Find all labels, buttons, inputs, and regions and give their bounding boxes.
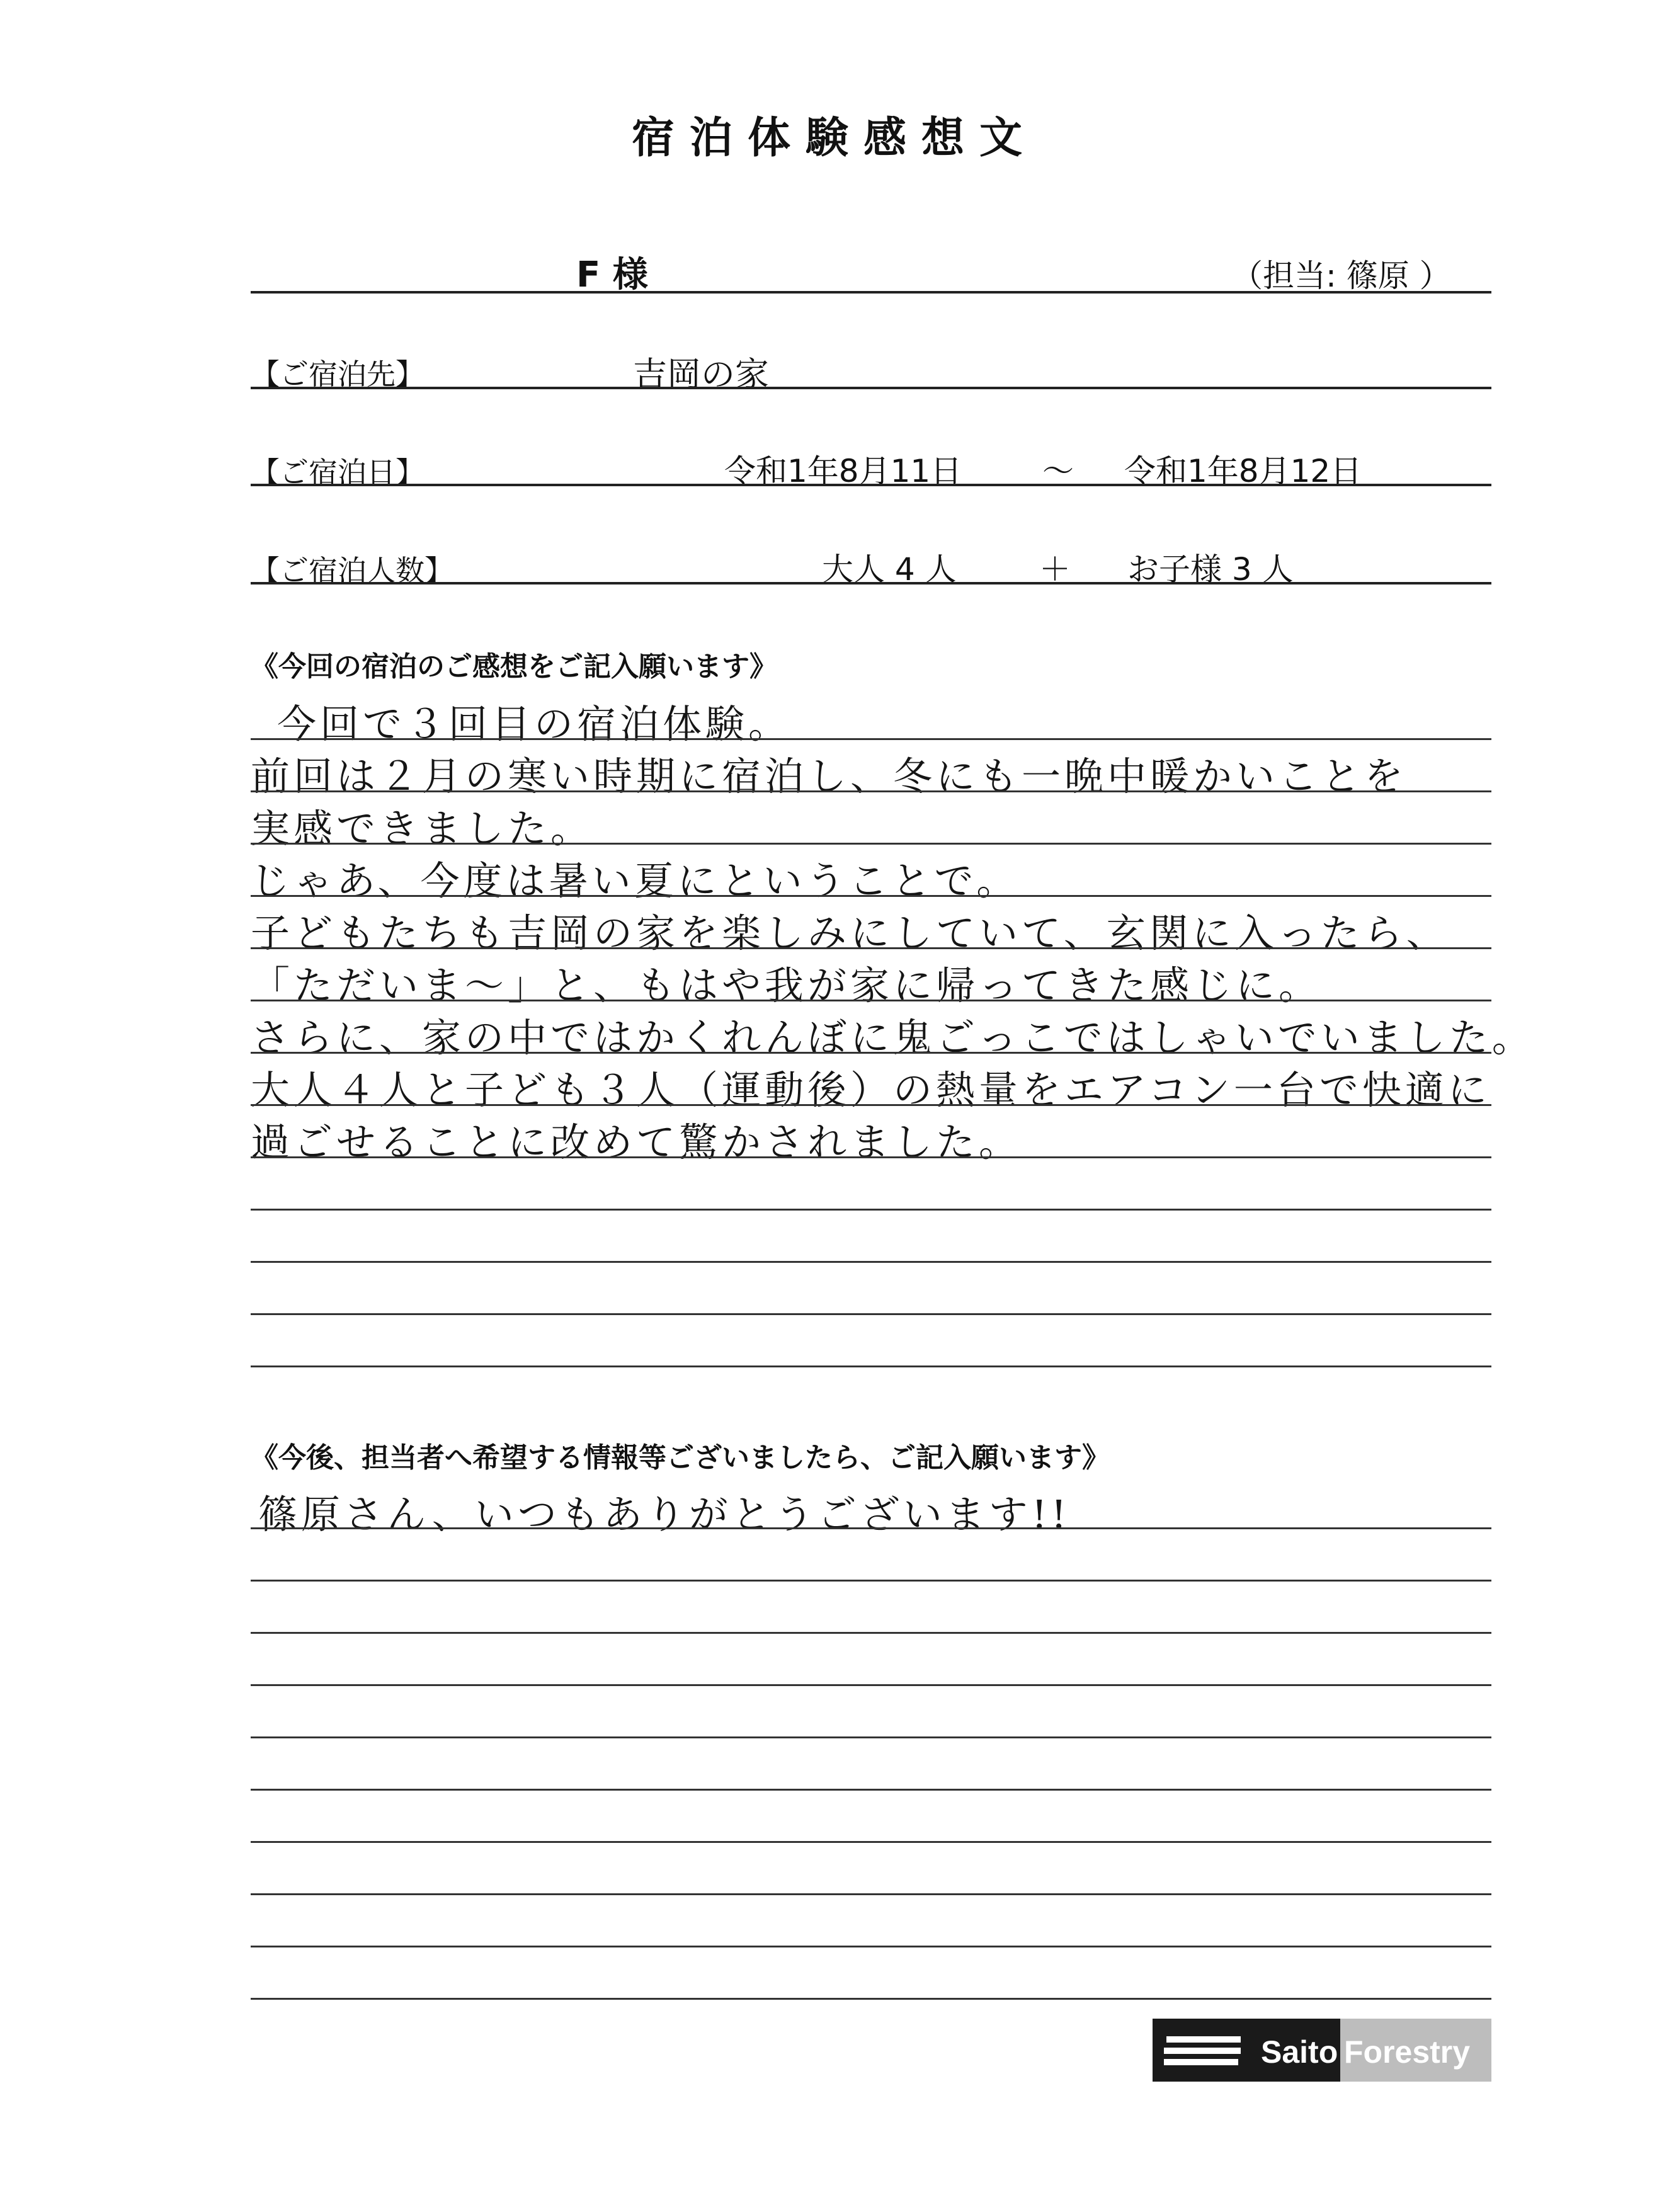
stay-place-value: 吉岡の家 [633, 355, 769, 394]
guests-label: 【ご宿泊人数】 [251, 554, 453, 588]
logo-text-dark: Saito [1261, 2034, 1338, 2070]
impression-line: 前回は２月の寒い時期に宿泊し、冬にも一晩中暖かいことを [251, 753, 1408, 799]
stay-date-from: 令和1年8月11日 [724, 453, 962, 489]
impression-line: 実感できました。 [251, 806, 594, 852]
ruled-line [251, 1527, 1491, 1529]
ruled-line [251, 895, 1491, 897]
saito-forestry-logo [1153, 2019, 1491, 2082]
impression-prompt: 《今回の宿泊のご感想をご記入願います》 [251, 651, 777, 683]
ruled-line [251, 1789, 1491, 1791]
impression-line: 子どもたちも吉岡の家を楽しみにしていて、玄関に入ったら、 [251, 910, 1449, 956]
stay-date-underline [251, 484, 1491, 486]
ruled-line [251, 1736, 1491, 1738]
ruled-line [251, 738, 1491, 740]
ruled-line [251, 1893, 1491, 1895]
logo-graphic [1153, 2019, 1491, 2082]
logo-text-light: Forestry [1344, 2034, 1471, 2070]
customer-name: F 様 [576, 254, 648, 295]
stay-place-underline [251, 387, 1491, 389]
ruled-line [251, 1104, 1491, 1106]
stay-place-label: 【ご宿泊先】 [251, 357, 424, 391]
stay-date-to: 令和1年8月12日 [1124, 453, 1362, 489]
stay-date-separator: ～ [1042, 453, 1074, 489]
document-title: 宿泊体験感想文 [631, 113, 1037, 163]
impression-line: 「ただいま～」と、もはや我が家に帰ってきた感じに。 [251, 962, 1322, 1008]
customer-underline [251, 291, 1491, 294]
impression-line: じゃあ、今度は暑い夏にということで。 [251, 858, 1020, 904]
ruled-line [251, 1156, 1491, 1158]
ruled-line [251, 1209, 1491, 1211]
guests-plus: ＋ [1039, 551, 1071, 588]
guests-underline [251, 582, 1491, 584]
ruled-line [251, 1684, 1491, 1686]
ruled-line [251, 843, 1491, 845]
guests-children: お子様 3 人 [1127, 551, 1294, 588]
request-prompt: 《今後、担当者へ希望する情報等ございましたら、ご記入願います》 [251, 1442, 1110, 1474]
ruled-line [251, 790, 1491, 792]
impression-line: 大人４人と子ども３人（運動後）の熱量をエアコン一台で快適に [251, 1067, 1491, 1113]
ruled-line [251, 947, 1491, 949]
ruled-line [251, 1946, 1491, 1947]
request-line: 篠原さん、いつもありがとうございます!! [258, 1491, 1071, 1537]
ruled-line [251, 1632, 1491, 1634]
impression-line: 過ごせることに改めて驚かされました。 [251, 1119, 1022, 1165]
ruled-line [251, 1580, 1491, 1582]
ruled-line [251, 1052, 1491, 1054]
ruled-line [251, 1261, 1491, 1263]
guests-adults: 大人 4 人 [822, 551, 957, 588]
ruled-line [251, 1313, 1491, 1315]
ruled-line [251, 1841, 1491, 1843]
impression-line: さらに、家の中ではかくれんぼに鬼ごっこではしゃいでいました。 [251, 1015, 1535, 1061]
staff-name: （担当: 篠原 ） [1231, 258, 1451, 294]
stay-date-label: 【ご宿泊日】 [251, 455, 424, 489]
ruled-line [251, 1998, 1491, 2000]
ruled-line [251, 1000, 1491, 1001]
ruled-line [251, 1365, 1491, 1367]
impression-line: 今回で３回目の宿泊体験。 [277, 701, 792, 747]
